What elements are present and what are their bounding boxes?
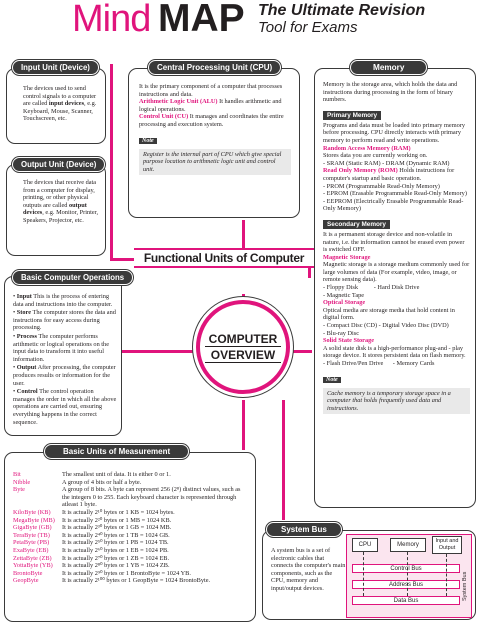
bus-io-box: Input and Output <box>432 536 462 554</box>
measurement-unit: PetaByte (PB) <box>13 539 50 547</box>
measurement-row <box>13 471 249 479</box>
ssd-text: A solid state disk is a high-performance plug-and - play storage device. It stores persistent data on flash memory. <box>323 344 466 360</box>
rom-type: - PROM (Programmable Read-Only Memory) <box>323 182 440 190</box>
bus-memory-box: Memory <box>390 538 426 552</box>
measurement-row <box>13 539 249 547</box>
measurement-desc: A group of 8 bits. A byte can represent 256 (2⁸) distinct values, such as the integers 0 to 255. Each keyboard character is represented through atleast 1 byte. <box>62 486 241 509</box>
memory-note-tag: Note <box>323 377 341 383</box>
measurement-unit: GigaByte (GB) <box>13 524 52 532</box>
measurement-desc: It is actually 2³⁰ bytes or 1 GB = 1024 MB. <box>62 524 172 532</box>
control-bus: Control Bus <box>352 564 460 573</box>
secondary-memory-text: It is a permanent storage device and non-volatile in nature, i.e. the information cannot be erased even power is switched OFF. <box>323 230 465 254</box>
memory-intro: Memory is the storage area, which holds the data and instructions during processing in the form of binary numbers. <box>323 81 458 104</box>
memory-title: Memory <box>350 60 427 75</box>
measurement-row <box>13 577 249 585</box>
memory-card <box>314 68 476 508</box>
magnetic-list: - Magnetic Tape <box>323 291 365 299</box>
secondary-memory-tag: Secondary Memory <box>323 220 390 229</box>
measurement-desc: It is actually 2²⁰ bytes or 1 MB = 1024 KB. <box>62 516 172 524</box>
bus-line <box>407 552 408 596</box>
operations-title: Basic Computer Operations <box>12 270 133 285</box>
measurement-desc: The smallest unit of data. It is either 0 or 1. <box>62 471 171 478</box>
input-unit-card <box>6 68 106 144</box>
rom-type: - EEPROM (Electrically Erasable Programmable Read-Only Memory) <box>323 197 464 213</box>
magnetic-heading: Magnetic Storage <box>323 253 371 261</box>
operation-item: • Output After processing, the computer produces results or information for the user. <box>13 364 116 387</box>
subtitle-2: Tool for Exams <box>258 19 358 36</box>
measurement-desc: It is actually 2⁵⁰ bytes or 1 PB = 1024 TB. <box>62 539 169 547</box>
output-unit-text: The devices that receive data from a computer for display, printing, or other physical outputs are called output devices, e.g. Monitor, Printer, Speakers, Projector, etc. <box>23 179 99 224</box>
cpu-intro: It is the primary component of a computer that processes instructions and data. <box>139 83 283 98</box>
primary-memory-text: Programs and data must be loaded into primary memory before processing. CPU directly interacts with primary memory to perform read and write operations. <box>323 121 465 144</box>
optical-heading: Optical Storage <box>323 299 366 307</box>
measurement-row <box>13 524 249 532</box>
output-unit-title: Output Unit (Device) <box>12 157 105 172</box>
measurement-unit: YottaByte (YB) <box>13 562 53 570</box>
cpu-alu: Arithmetic Logic Unit (ALU) It handles arithmetic and logical operations. <box>139 98 282 113</box>
data-bus: Data Bus <box>352 596 460 605</box>
measurement-row <box>13 479 249 487</box>
output-unit-card <box>6 164 106 256</box>
measurement-row <box>13 562 249 570</box>
measurement-desc: It is actually 2¹⁰⁰ bytes or 1 GeopByte = 1024 BrontoByte. <box>62 577 211 585</box>
connector-line <box>110 64 113 260</box>
ssd-heading: Solid State Storage <box>323 337 375 345</box>
bus-line <box>363 552 364 596</box>
measurement-desc: A group of 4 bits or half a byte. <box>62 478 142 486</box>
measurement-unit: MegaByte (MB) <box>13 516 55 524</box>
measurement-unit: Nibble <box>13 478 31 486</box>
cpu-card <box>128 68 300 218</box>
title-mind: Mind <box>72 0 151 40</box>
memory-note: Cache memory is a temporary storage space in a computer that holds frequently used data and instructions. <box>323 388 470 415</box>
operation-item: • Control The control operation manages the order in which all the above operations are carried out, ensuring everything happens in the correct sequence. <box>13 388 117 426</box>
measurement-desc: It is actually 2¹⁰ bytes or 1 KB = 1024 bytes. <box>62 508 175 516</box>
input-unit-title: Input Unit (Device) <box>12 60 99 75</box>
measurement-desc: It is actually 2⁶⁰ bytes or 1 EB = 1024 PB. <box>62 546 169 554</box>
ssd-list: - Flash Drive/Pen Drive - Memory Cards <box>323 360 435 367</box>
measurement-unit: ExaByte (EB) <box>13 546 49 554</box>
measurement-unit: BrontoByte <box>13 569 43 577</box>
operation-item: • Process The computer performs arithmetic or logical operations on the input data to transform it into useful information. <box>13 332 109 363</box>
measurement-desc: It is actually 2⁴⁰ bytes or 1 TB = 1024 GB. <box>62 531 170 539</box>
primary-memory-tag: Primary Memory <box>323 111 381 120</box>
measurement-unit: KiloByte (KB) <box>13 508 51 516</box>
subtitle-1: The Ultimate Revision <box>258 2 426 19</box>
measurement-list <box>13 471 249 585</box>
optical-text: Optical media are storage media that hold content in digital form. <box>323 306 455 322</box>
ram-heading: Random Access Memory (RAM) <box>323 144 411 152</box>
operation-item: • Store The computer stores the data and instructions for easy access during processing. <box>13 309 116 332</box>
system-bus-side-label: System Bus <box>462 571 468 601</box>
measurement-unit: ZettaByte (ZB) <box>13 554 52 562</box>
magnetic-list: - Floppy Disk - Hard Disk Drive <box>323 284 420 292</box>
measurement-row <box>13 517 249 525</box>
measurement-unit: GeopByte <box>13 577 39 585</box>
system-bus-title: System Bus <box>266 522 342 537</box>
cpu-title: Central Processing Unit (CPU) <box>148 60 281 75</box>
overview-line-1: COMPUTER <box>205 332 282 347</box>
measurement-row <box>13 486 249 509</box>
measurement-desc: It is actually 2⁹⁰ bytes or 1 BrontoByte = 1024 YB. <box>62 569 191 577</box>
measurement-row <box>13 555 249 563</box>
optical-list: - Blu-ray Disc <box>323 329 360 337</box>
overview-line-2: OVERVIEW <box>205 348 281 363</box>
rom-type: - EPROM (Erasable Programmable Read-Only Memory) <box>323 190 467 198</box>
system-bus-text: A system bus is a set of electronic cables that connects the computer's main components, such as the CPU, memory and input/output devices. <box>271 547 346 592</box>
measurement-desc: It is actually 2⁸⁰ bytes or 1 YB = 1024 ZB. <box>62 562 170 570</box>
measurement-row <box>13 509 249 517</box>
cpu-note-tag: Note <box>139 138 157 144</box>
operations-card <box>4 276 122 436</box>
input-unit-text: The devices used to send control signals to a computer are called input devices, e.g. Keyboard, Mouse, Scanner, Touchscreen, etc. <box>23 85 97 123</box>
computer-overview-circle <box>196 300 290 394</box>
measurement-unit: Bit <box>13 471 21 478</box>
optical-list: - Compact Disc (CD) - Digital Video Disc (DVD) <box>323 322 449 330</box>
measurement-title: Basic Units of Measurement <box>44 444 189 459</box>
measurement-desc: It is actually 2⁷⁰ bytes or 1 ZB = 1024 EB. <box>62 554 170 562</box>
measurement-row <box>13 547 249 555</box>
bus-cpu-box: CPU <box>352 538 378 552</box>
measurement-row <box>13 532 249 540</box>
cpu-note: Register is the internal part of CPU which give special purpose location to arithmetic logic unit and control unit. <box>139 149 291 176</box>
measurement-unit: TeraByte (TB) <box>13 531 50 539</box>
ram-types: - SRAM (Static RAM) - DRAM (Dynamic RAM) <box>323 159 450 167</box>
operations-list <box>13 293 117 426</box>
operation-item: • Input This is the process of entering data and instructions into the computer. <box>13 293 113 308</box>
bus-line <box>446 554 447 596</box>
measurement-card <box>4 452 256 622</box>
measurement-row <box>13 570 249 578</box>
address-bus: Address Bus <box>352 580 460 589</box>
measurement-unit: Byte <box>13 486 25 494</box>
connector-line <box>242 400 245 450</box>
functional-units-title: Functional Units of Computer <box>134 248 314 268</box>
connector-line <box>282 400 285 520</box>
magnetic-text: Magnetic storage is a storage medium commonly used for large volumes of data (For example, video, image, or remote sensing data). <box>323 261 470 284</box>
cpu-cu: Control Unit (CU) It manages and coordinates the entire processing and execution system. <box>139 113 284 128</box>
rom-text: Read Only Memory (ROM) Holds instructions for computer's startup and basic operation. <box>323 167 455 182</box>
title-map: MAP <box>158 0 245 40</box>
ram-text: Stores data you are currently working on. <box>323 152 428 160</box>
